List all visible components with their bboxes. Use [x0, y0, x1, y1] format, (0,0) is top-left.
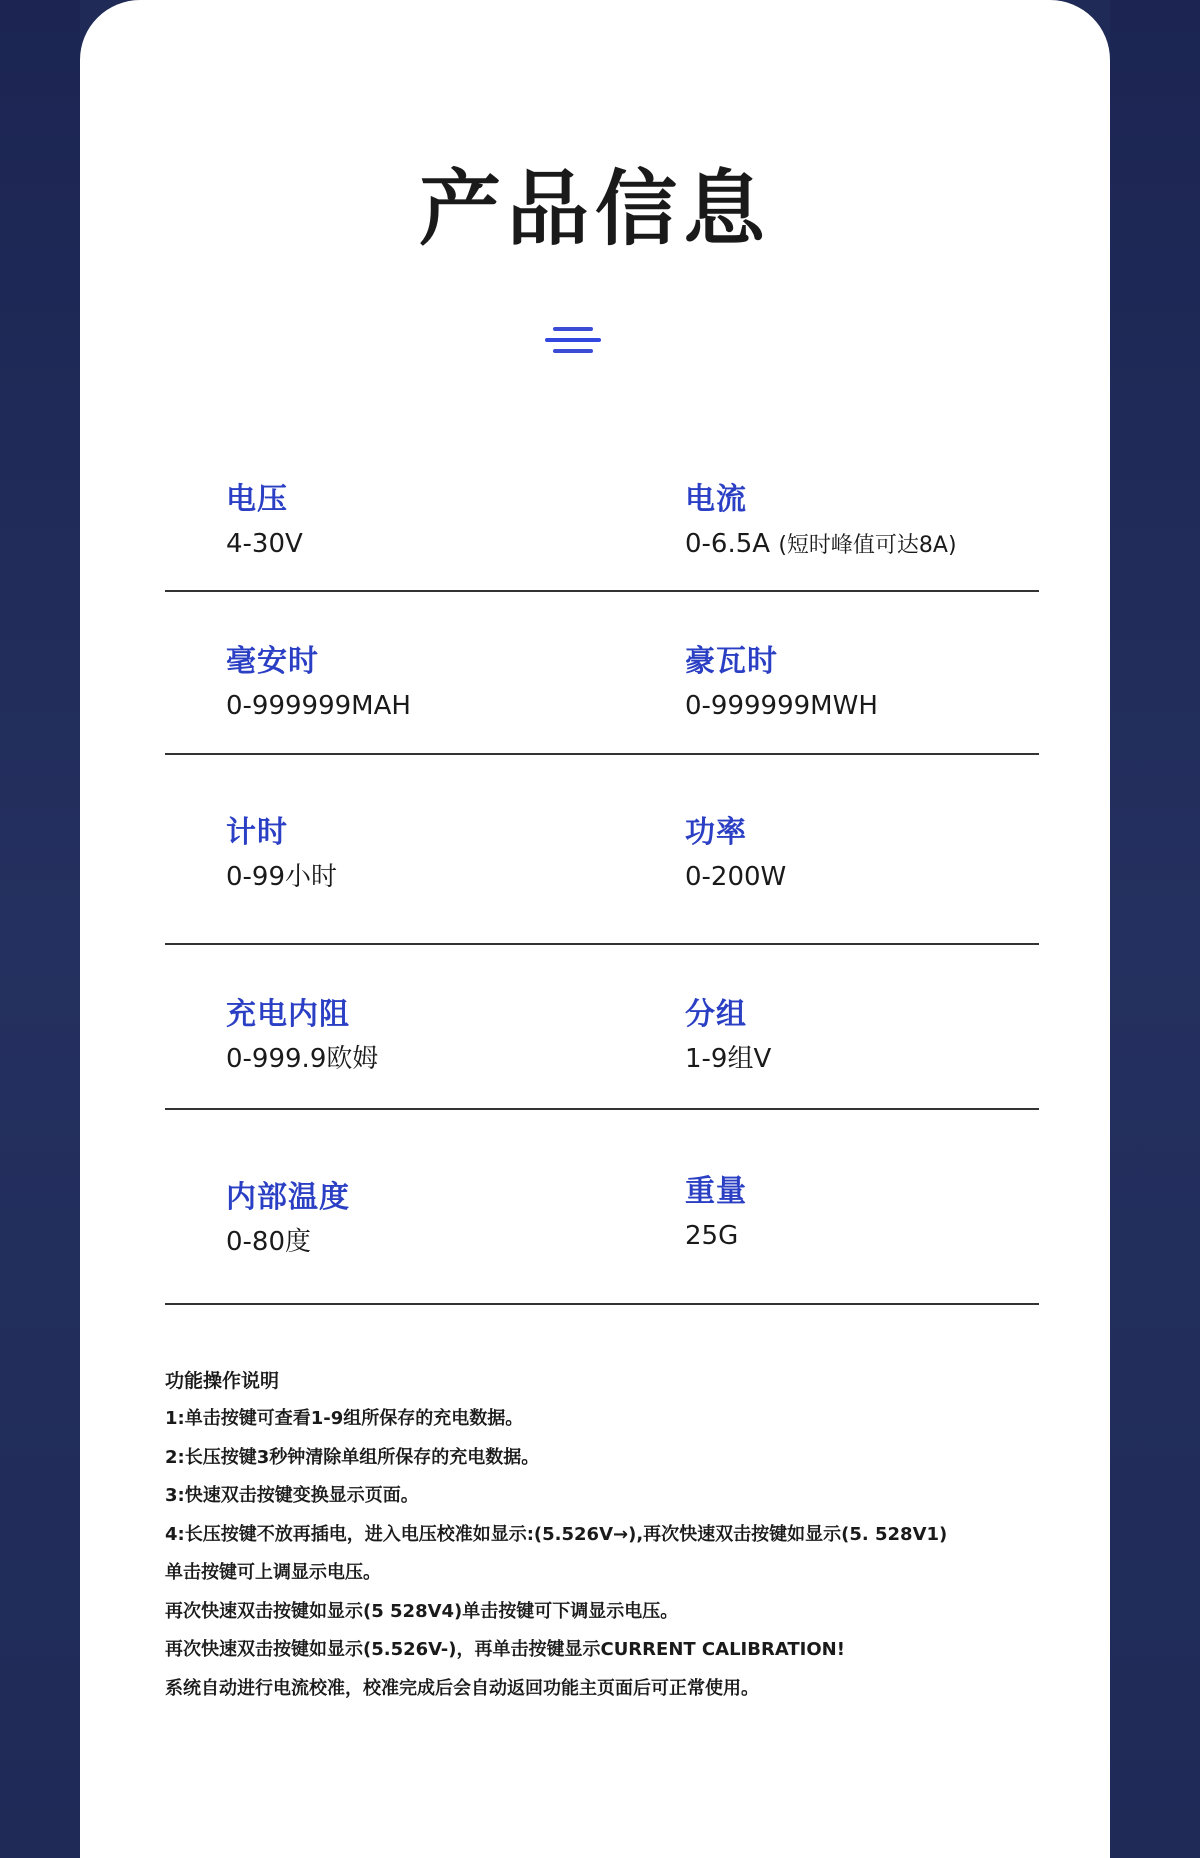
instruction-line: 2:长压按键3秒钟清除单组所保存的充电数据。: [165, 1446, 540, 1468]
menu-line-bottom: [553, 349, 593, 353]
spec-value: [685, 1216, 747, 1256]
spec-row-time-power: [165, 755, 1039, 945]
spec-value: [685, 524, 957, 566]
spec-cell-weight: [685, 1172, 747, 1256]
menu-lines-icon: [545, 327, 601, 357]
spec-cell-group: [685, 995, 771, 1079]
instruction-line: 系统自动进行电流校准，校准完成后会自动返回功能主页面后可正常使用。: [165, 1677, 759, 1699]
menu-line-middle: [545, 338, 601, 342]
spec-value: [226, 857, 337, 897]
spec-table: [165, 460, 1039, 1305]
spec-cell-mah: [226, 642, 411, 726]
spec-cell-current: [685, 480, 957, 566]
instruction-line: 4:长压按键不放再插电，进入电压校准如显示:(5.526V→),再次快速双击按键如显示(5. 528V1): [165, 1523, 948, 1545]
spec-value-text: 0-99小时: [226, 862, 338, 892]
spec-label: 豪瓦时: [685, 644, 778, 679]
spec-value-text: 0-6.5A: [685, 529, 771, 559]
spec-value-text: 0-999.9欧姆: [226, 1044, 379, 1074]
spec-label: 电流: [685, 482, 747, 517]
spec-cell-resistance: [226, 995, 378, 1079]
instruction-line: 再次快速双击按键如显示(5.526V-)，再单击按键显示CURRENT CALIBRATION!: [165, 1639, 845, 1660]
spec-value: [685, 686, 878, 726]
spec-label: 重量: [685, 1174, 747, 1209]
spec-value-text: 25G: [685, 1221, 739, 1251]
product-info-card: [80, 0, 1110, 1858]
spec-value: [226, 1222, 350, 1262]
page-title: 产品信息: [418, 162, 771, 257]
background-left: [0, 0, 80, 1858]
spec-label: 分组: [685, 997, 747, 1032]
spec-value-text: 0-999999MWH: [685, 691, 878, 721]
instruction-line: 单击按键可上调显示电压。: [165, 1562, 381, 1583]
spec-label: 计时: [226, 815, 288, 850]
instructions-section: [165, 1362, 1065, 1708]
spec-value: [685, 857, 786, 897]
spec-value-text: 0-80度: [226, 1227, 312, 1257]
spec-value-text: 4-30V: [226, 529, 303, 559]
spec-label: 内部温度: [226, 1180, 350, 1215]
instruction-line: 再次快速双击按键如显示(5 528V4)单击按键可下调显示电压。: [165, 1600, 679, 1622]
spec-label: 毫安时: [226, 644, 319, 679]
spec-row-resistance-group: [165, 945, 1039, 1110]
spec-row-voltage-current: [165, 460, 1039, 592]
spec-row-mah-mwh: [165, 592, 1039, 755]
spec-label: 功率: [685, 815, 747, 850]
spec-row-temp-weight: [165, 1110, 1039, 1305]
background-right: [1110, 0, 1200, 1858]
menu-line-top: [553, 327, 593, 331]
spec-cell-temperature: [226, 1178, 350, 1262]
spec-value-text: 0-200W: [685, 862, 787, 892]
spec-value: [226, 1039, 378, 1079]
spec-value: [685, 1039, 771, 1079]
spec-cell-time: [226, 813, 337, 897]
spec-value: [226, 686, 411, 726]
instruction-line: 1:单击按键可查看1-9组所保存的充电数据。: [165, 1408, 524, 1429]
instruction-line: 3:快速双击按键变换显示页面。: [165, 1485, 419, 1506]
instructions-title: 功能操作说明: [165, 1370, 280, 1392]
spec-cell-voltage: [226, 480, 303, 564]
spec-cell-mwh: [685, 642, 878, 726]
spec-cell-power: [685, 813, 786, 897]
spec-label: 电压: [226, 482, 288, 517]
spec-value-text: 1-9组V: [685, 1044, 772, 1074]
spec-value-text: 0-999999MAH: [226, 691, 411, 721]
spec-label: 充电内阻: [226, 997, 350, 1032]
spec-value-note: (短时峰值可达8A): [778, 533, 957, 558]
spec-value: [226, 524, 303, 564]
